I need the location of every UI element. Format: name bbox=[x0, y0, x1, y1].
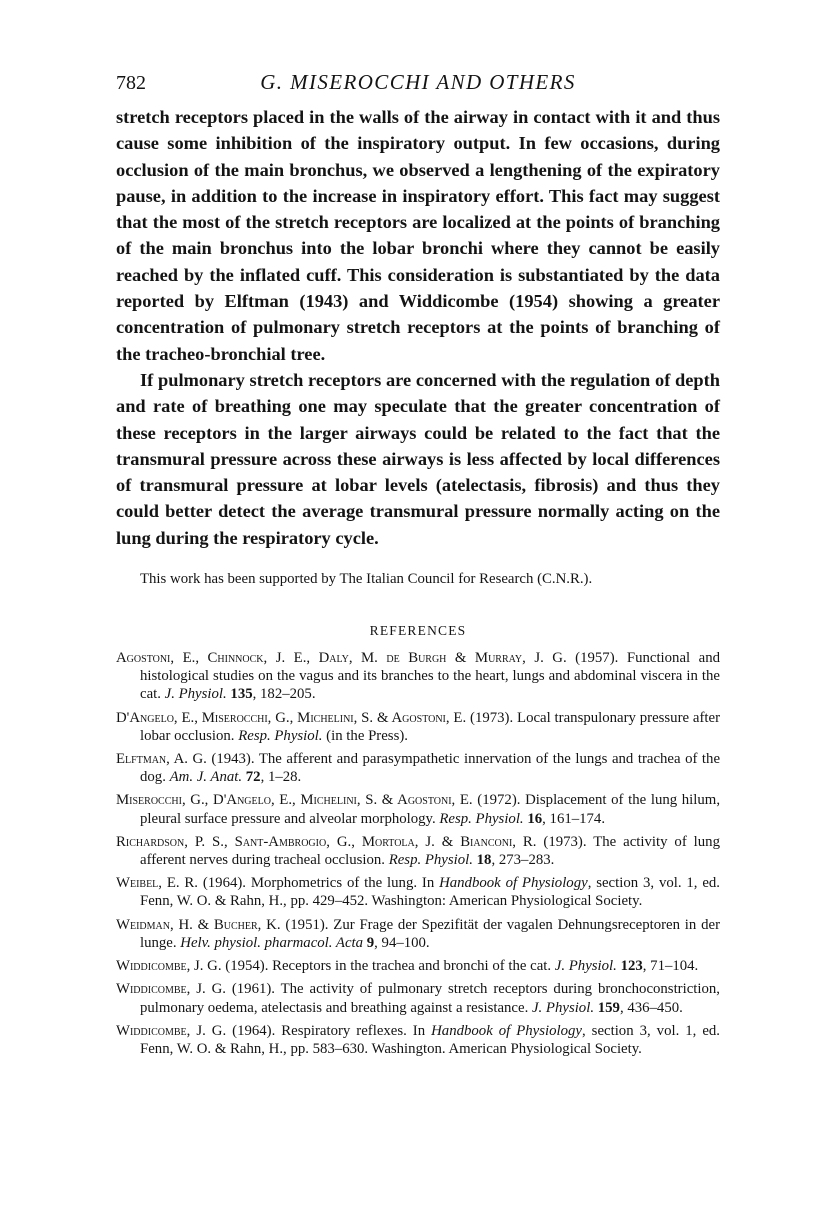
reference-pages: , 273–283. bbox=[491, 852, 555, 869]
reference-authors: Elftman, A. G. bbox=[116, 751, 207, 768]
reference-journal: Resp. Physiol. bbox=[388, 852, 473, 869]
reference-authors: Widdicombe, J. G. bbox=[116, 958, 222, 975]
reference-journal: Helv. physiol. pharmacol. Acta bbox=[180, 934, 364, 951]
reference-authors: Weidman, H. & Bucher, K. bbox=[116, 916, 281, 933]
reference-journal: Handbook of Physiology bbox=[431, 1022, 582, 1039]
reference-authors: D'Angelo, E., Miserocchi, G., Michelini, S. & Agostoni, E. bbox=[116, 709, 467, 726]
body-text bbox=[116, 104, 720, 551]
page-number: 782 bbox=[116, 72, 146, 94]
reference-title: Displacement of the lung hilum, pleural surface pressure and alveolar morphology. bbox=[140, 792, 721, 827]
reference-year: (1972). bbox=[472, 792, 526, 809]
reference-journal: Resp. Physiol. bbox=[439, 810, 524, 827]
reference-volume: 72 bbox=[245, 769, 261, 786]
reference-volume: 135 bbox=[230, 686, 253, 703]
reference-item bbox=[116, 916, 720, 952]
reference-year: (1973). bbox=[536, 833, 594, 850]
reference-journal: J. Physiol. bbox=[531, 999, 595, 1016]
reference-authors: Agostoni, E., Chinnock, J. E., Daly, M. de Burgh & Murray, J. G. bbox=[116, 650, 567, 667]
reference-title: The activity of pulmonary stretch receptors during bronchoconstriction, pulmonary oedema, atelectasis and breathing against a resistance. bbox=[140, 981, 720, 1016]
reference-authors: Widdicombe, J. G. bbox=[116, 1022, 227, 1039]
reference-title: Morphometrics of the lung. In bbox=[250, 875, 440, 892]
reference-volume: 9 bbox=[366, 934, 375, 951]
reference-title: Local transpulonary pressure after lobar occlusion. bbox=[140, 709, 721, 744]
reference-journal: J. Physiol. bbox=[164, 686, 227, 703]
reference-item bbox=[116, 833, 720, 869]
reference-item bbox=[116, 874, 720, 910]
reference-pages: , 71–104. bbox=[642, 958, 699, 975]
reference-title: Respiratory reflexes. In bbox=[281, 1022, 432, 1039]
reference-item bbox=[116, 750, 720, 786]
references-heading: REFERENCES bbox=[369, 623, 467, 639]
body-paragraph: stretch receptors placed in the walls of the airway in contact with it and thus cause some inhibition of the inspiratory output. In few occasions, during occlusion of the main bronchus, we observed a lengthening of the expiratory pause, in addition to the increase in inspiratory effort. This fact may suggest that the most of the stretch receptors are localized at the points of branching of the main bronchus into the lobar bronchi where they cannot be easily reached by the inflated cuff. This consideration is substantiated by the data reported by Elftman (1943) and Widdicombe (1954) showing a greater concentration of pulmonary stretch receptors at the points of branching of the tracheo-bronchial tree. bbox=[116, 107, 720, 364]
reference-item bbox=[116, 791, 720, 827]
reference-year: (1961). bbox=[225, 981, 281, 998]
reference-title: The afferent and parasympathetic innervation of the lungs and trachea of the dog. bbox=[140, 751, 721, 786]
reference-year: (1973). bbox=[466, 709, 518, 726]
reference-journal: Handbook of Physiology bbox=[439, 875, 588, 892]
reference-title: The activity of lung afferent nerves during tracheal occlusion. bbox=[140, 833, 720, 869]
journal-page bbox=[116, 70, 720, 1063]
reference-title: Zur Frage der Spezifität der vagalen Dehnungsreceptoren in der lunge. bbox=[140, 916, 720, 951]
reference-title: Receptors in the trachea and bronchi of the cat. bbox=[272, 958, 555, 975]
reference-year: (1943). bbox=[206, 751, 259, 768]
reference-pages: , 1–28. bbox=[260, 769, 302, 786]
reference-pages: , section 3, vol. 1, ed. Fenn, W. O. & Rahn, H., pp. 429–452. Washington: American Physiological Society. bbox=[140, 875, 721, 910]
running-title: G. MISEROCCHI AND OTHERS bbox=[260, 70, 576, 94]
reference-item bbox=[116, 649, 720, 704]
reference-item bbox=[116, 957, 720, 975]
reference-pages: , 182–205. bbox=[252, 686, 316, 703]
reference-item bbox=[116, 980, 720, 1016]
reference-authors: Richardson, P. S., Sant-Ambrogio, G., Mortola, J. & Bianconi, R. bbox=[116, 833, 537, 850]
reference-list bbox=[116, 649, 720, 1058]
body-paragraph: If pulmonary stretch receptors are concerned with the regulation of depth and rate of breathing one may speculate that the greater concentration of these receptors in the larger airways could be related to the fact that the transmural pressure across these airways is less affected by local differences of transmural pressure at lobar levels (atelectasis, fibrosis) and thus they could better detect the average transmural pressure normally acting on the lung during the respiratory cycle. bbox=[116, 369, 720, 548]
reference-volume: 18 bbox=[476, 852, 492, 869]
reference-pages: , 94–100. bbox=[374, 934, 430, 951]
reference-year: (1964). bbox=[198, 875, 251, 892]
reference-authors: Widdicombe, J. G. bbox=[116, 981, 226, 998]
reference-journal: J. Physiol. bbox=[554, 958, 617, 975]
reference-volume: 123 bbox=[620, 958, 643, 975]
reference-authors: Weibel, E. R. bbox=[116, 875, 198, 892]
reference-pages: (in the Press). bbox=[322, 727, 408, 744]
reference-item bbox=[116, 1022, 720, 1058]
reference-title: Functional and histological studies on the vagus and its branches to the heart, lungs and abdominal viscera in the cat. bbox=[140, 650, 720, 703]
reference-pages: , 161–174. bbox=[542, 810, 606, 827]
acknowledgement: This work has been supported by The Italian Council for Research (C.N.R.). bbox=[140, 571, 593, 588]
reference-pages: , section 3, vol. 1, ed. Fenn, W. O. & Rahn, H., pp. 583–630. Washington. American Physiological Society. bbox=[140, 1022, 721, 1057]
reference-year: (1964). bbox=[226, 1022, 282, 1039]
reference-year: (1954). bbox=[221, 958, 273, 975]
reference-volume: 16 bbox=[527, 810, 543, 827]
reference-item bbox=[116, 709, 720, 745]
reference-pages: , 436–450. bbox=[619, 999, 683, 1016]
reference-authors: Miserocchi, G., D'Angelo, E., Michelini, S. & Agostoni, E. bbox=[116, 792, 473, 809]
reference-year: (1951). bbox=[280, 916, 334, 933]
reference-journal: Am. J. Anat. bbox=[169, 769, 243, 786]
reference-journal: Resp. Physiol. bbox=[238, 727, 323, 744]
reference-year: (1957). bbox=[566, 650, 627, 667]
reference-volume: 159 bbox=[597, 999, 620, 1016]
running-head bbox=[116, 70, 720, 100]
